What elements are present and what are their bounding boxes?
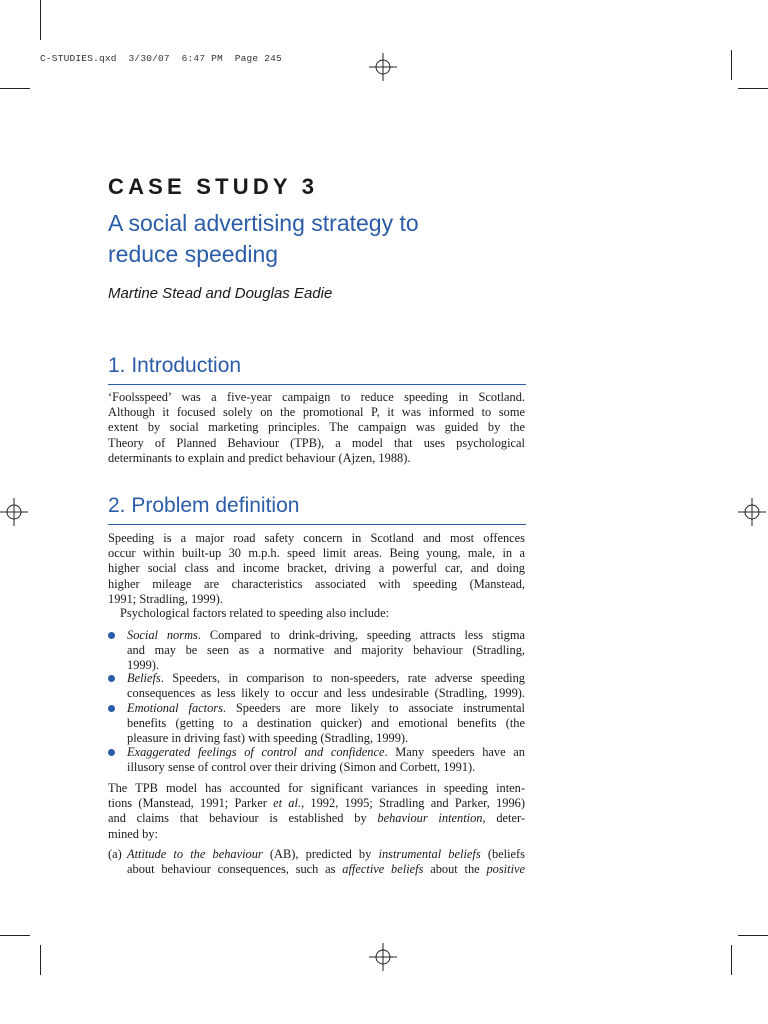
crop-mark-bottom-left-v [40, 945, 41, 975]
text-line: mined by: [108, 826, 158, 841]
text-line: Speeding is a major road safety concern in Scotland and most offences [108, 531, 525, 545]
title-line: A social advertising strategy to [108, 210, 419, 236]
text-span-italic: instrumental beliefs [378, 847, 481, 861]
text-span-italic: positive [486, 862, 526, 877]
text-line: benefits (getting to a destination quicker) and emotional benefits (the [127, 716, 525, 731]
text-span: , deter- [482, 811, 525, 826]
section-rule [108, 384, 526, 385]
crop-mark-bottom-right-h [738, 935, 768, 936]
crop-mark-bottom-left-h [0, 935, 30, 936]
enum-label: (a) [108, 847, 122, 861]
text-line: extent by social marketing principles. The campaign was guided by the [108, 420, 525, 435]
text-span: (beliefs [480, 847, 525, 861]
section-heading-problem-definition: 2. Problem definition [108, 494, 300, 517]
registration-mark-top-icon [369, 53, 397, 81]
text-line: illusory sense of control over their driving (Simon and Corbett, 1991). [127, 760, 476, 775]
text-span-italic: et al. [273, 796, 302, 811]
bullet-term: Emotional factors [127, 701, 223, 715]
text-span: tions (Manstead, 1991; Parker [108, 796, 274, 811]
text-line: ‘Foolsspeed’ was a five-year campaign to reduce speeding in Scotland. [108, 390, 525, 404]
bullet-term: Exaggerated feelings of control and confidence [127, 745, 385, 759]
text-line: occur within built-up 30 m.p.h. speed limit areas. Being young, male, in a [108, 546, 525, 561]
enum-body [127, 847, 525, 877]
text-span-italic: Attitude to the behaviour [127, 847, 263, 861]
authors: Martine Stead and Douglas Eadie [108, 285, 333, 302]
crop-mark-top-left-v [40, 0, 41, 40]
text-line: pleasure in driving fast) with speeding (Stradling, 1999). [127, 731, 409, 746]
text-line: higher mileage are characteristics associated with speeding (Manstead, [108, 576, 525, 591]
bullet-dot-icon [108, 749, 115, 756]
registration-mark-bottom-icon [369, 943, 397, 971]
bullet-body [127, 628, 525, 674]
bullet-dot-icon [108, 632, 115, 639]
text-line: consequences as less likely to occur and less undesirable (Stradling, 1999). [127, 686, 525, 701]
registration-mark-left-icon [0, 498, 28, 526]
bullet-body [127, 701, 525, 747]
bullet-text: . Speeders are more likely to associate instrumental [222, 701, 525, 715]
text-span: and claims that behaviour is established by [108, 811, 378, 826]
bullet-term: Social norms [127, 628, 198, 642]
section-heading-introduction: 1. Introduction [108, 354, 242, 377]
registration-mark-right-icon [738, 498, 766, 526]
crop-mark-top-left-h [0, 88, 30, 89]
bullet-body [127, 745, 525, 775]
text-line: Although it focused solely on the promotional P, it was informed to some [108, 405, 525, 420]
text-span: about the [423, 862, 487, 877]
bullet-body [127, 671, 525, 701]
section-rule [108, 524, 526, 525]
text-line: Theory of Planned Behaviour (TPB), a model that uses psychological [108, 435, 525, 450]
bullet-dot-icon [108, 705, 115, 712]
title-line: reduce speeding [108, 241, 279, 267]
factors-intro-line [120, 606, 520, 621]
text-span: about behaviour consequences, such as [127, 862, 343, 877]
tpb-paragraph [108, 781, 525, 842]
crop-mark-top-right-v [731, 50, 732, 80]
text-line: determinants to explain and predict behaviour (Ajzen, 1988). [108, 450, 411, 465]
crop-mark-bottom-right-v [731, 945, 732, 975]
text-span: (AB), predicted by [262, 847, 379, 861]
text-line: higher social class and income bracket, driving a powerful car, and doing [108, 561, 525, 576]
printer-slug: C-STUDIES.qxd 3/30/07 6:47 PM Page 245 [40, 53, 282, 64]
text-line: The TPB model has accounted for significant variances in speeding inten- [108, 781, 525, 795]
text-span-italic: affective beliefs [342, 862, 424, 877]
bullet-dot-icon [108, 675, 115, 682]
bullet-text: . Compared to drink-driving, speeding attracts less stigma [197, 628, 525, 642]
text-span-italic: behaviour intention [377, 811, 483, 826]
crop-mark-top-right-h [738, 88, 768, 89]
text-line: Psychological factors related to speeding also include: [120, 606, 390, 620]
intro-paragraph [108, 390, 525, 466]
text-line: and may be seen as a normative and majority behaviour (Stradling, [127, 643, 525, 658]
problem-paragraph [108, 531, 525, 607]
text-line: 1999). [127, 658, 160, 673]
bullet-text: . Many speeders have an [384, 745, 525, 759]
page-title [108, 208, 528, 270]
bullet-text: . Speeders, in comparison to non-speeders, rate adverse speeding [160, 671, 525, 685]
text-line: 1991; Stradling, 1999). [108, 591, 223, 606]
case-study-label: CASE STUDY 3 [108, 174, 319, 199]
text-span: , 1992, 1995; Stradling and Parker, 1996) [301, 796, 525, 811]
bullet-term: Beliefs [127, 671, 161, 685]
